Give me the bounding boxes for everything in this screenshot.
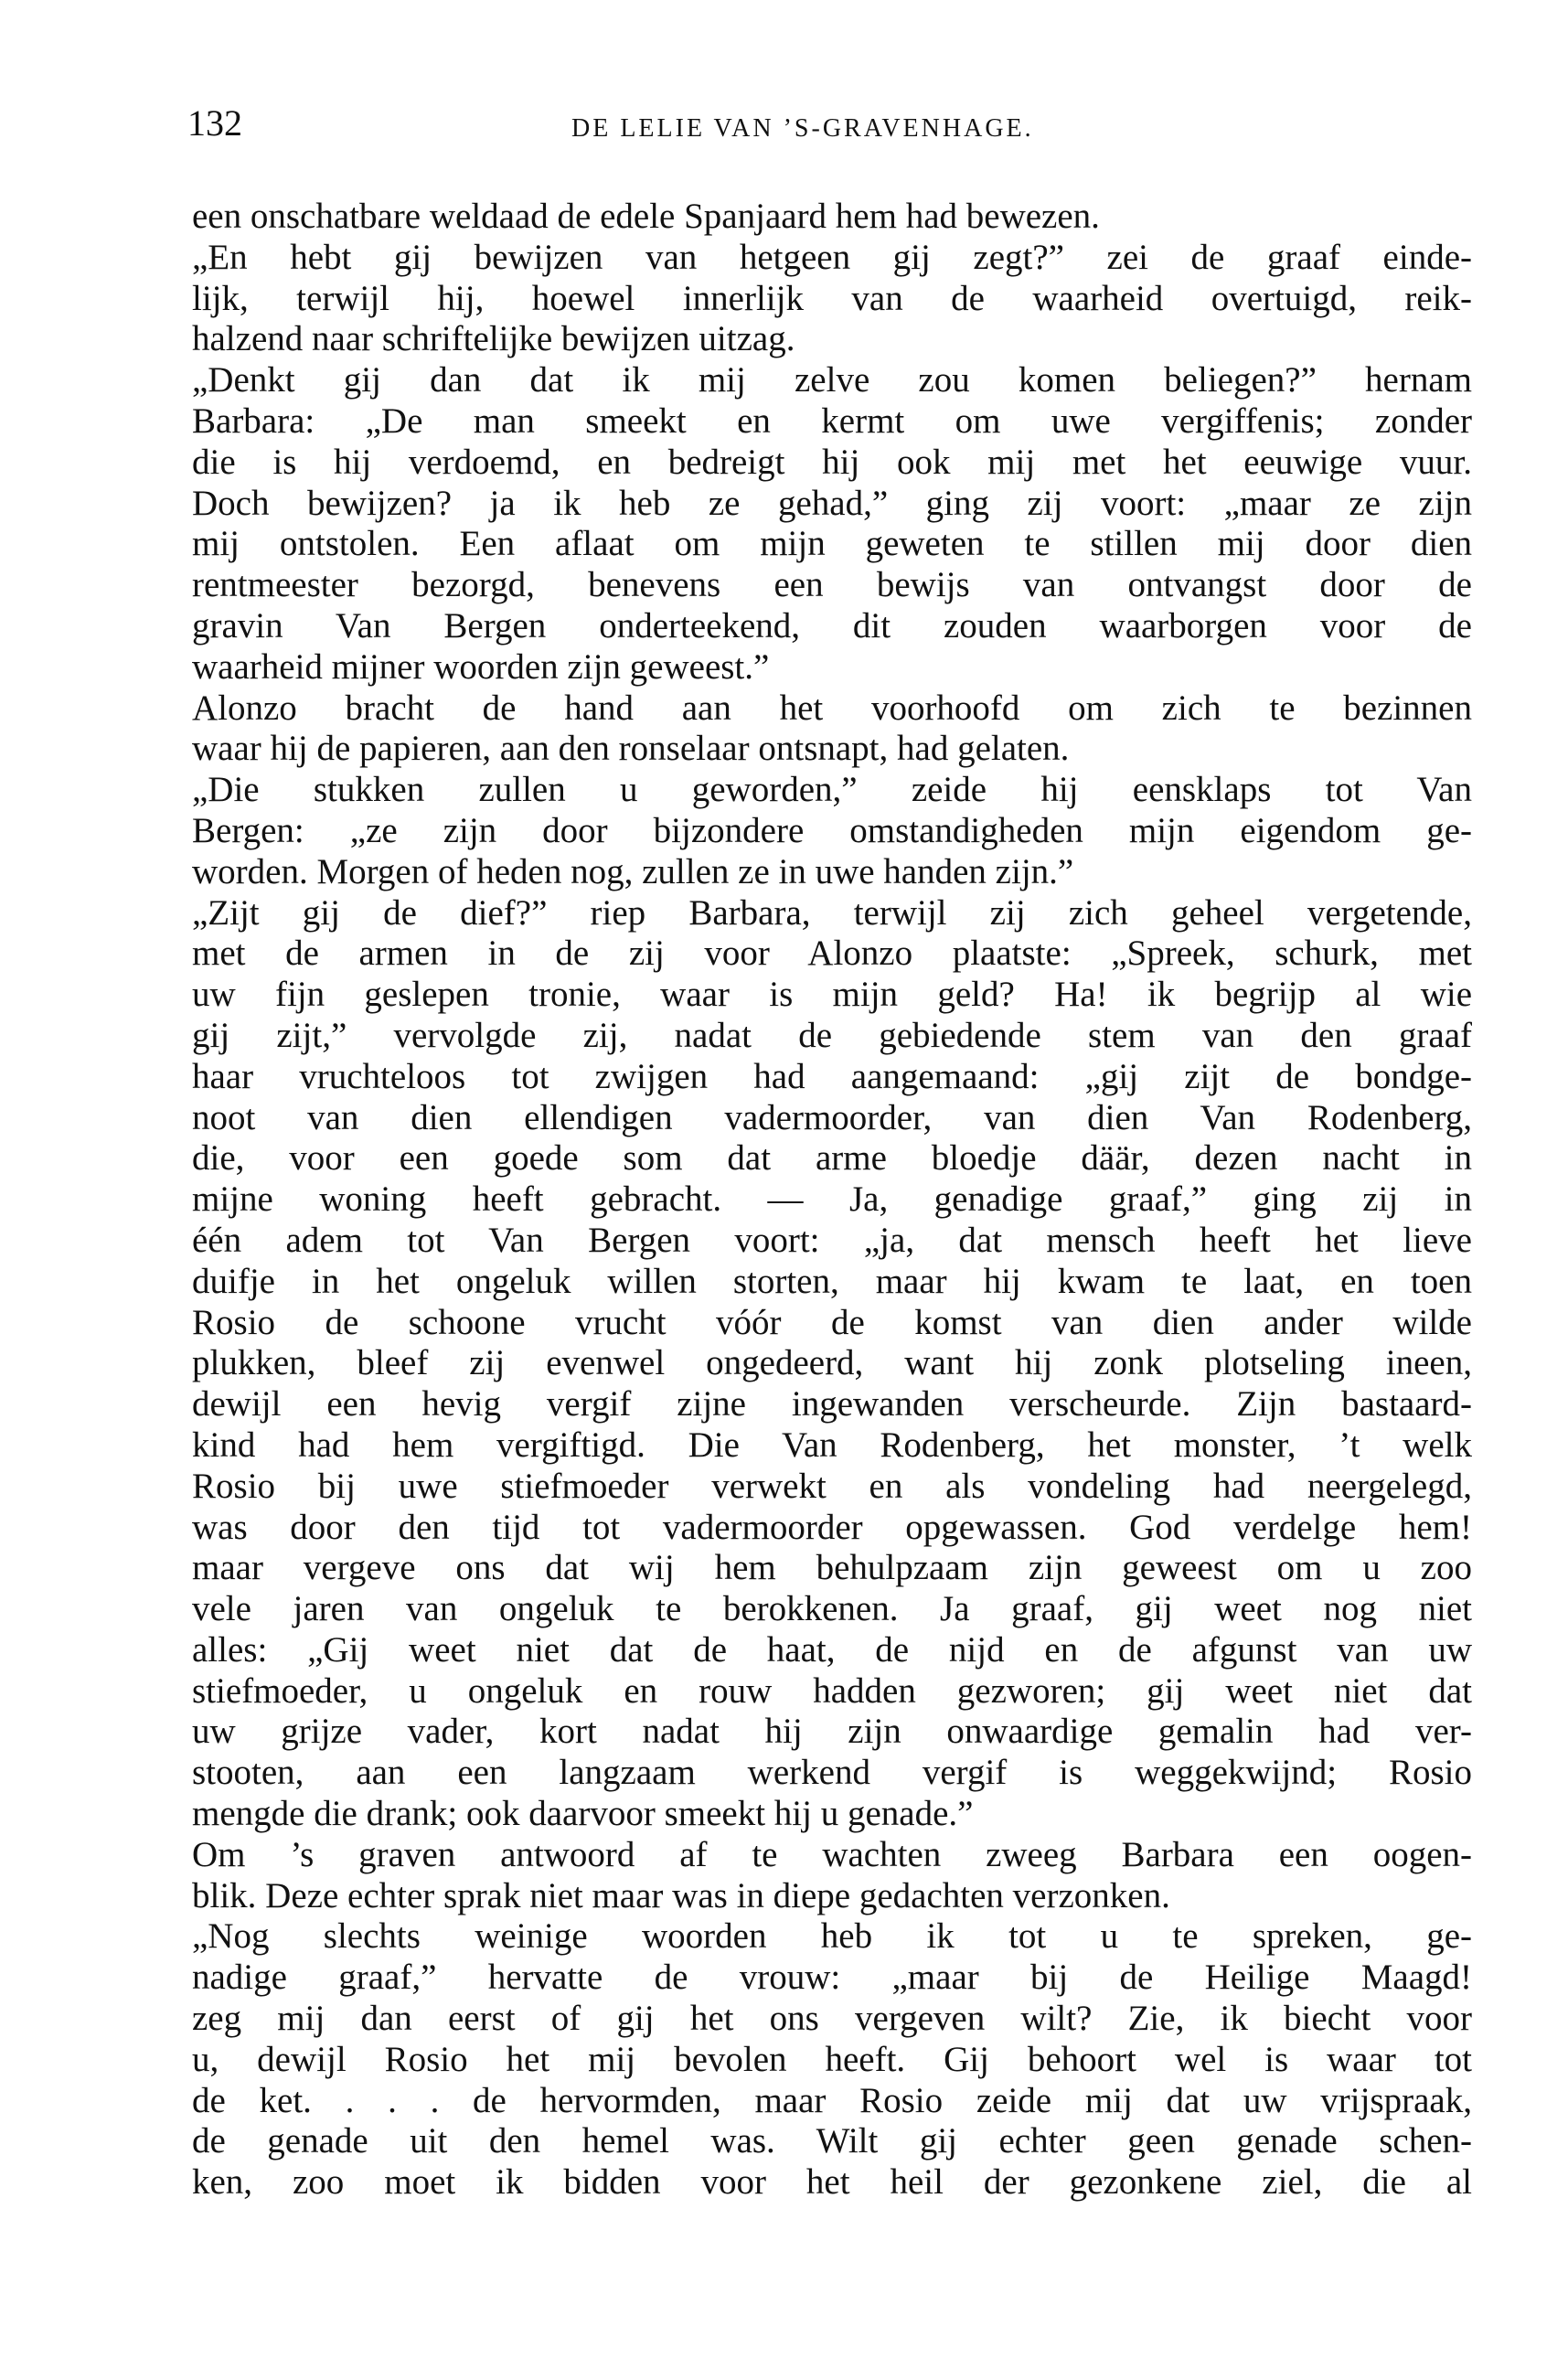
text-line: waar hij de papieren, aan den ronselaar ontsnapt, had gelaten. [192, 729, 1070, 769]
text-line: één adem tot Van Bergen voort: „ja, dat mensch heeft het lieve [192, 1220, 1472, 1260]
text-line: Doch bewijzen? ja ik heb ze gehad,” ging zij voort: „maar ze zijn [192, 483, 1472, 523]
text-line: vele jaren van ongeluk te berokkenen. Ja graaf, gij weet nog niet [192, 1589, 1472, 1629]
text-line: „En hebt gij bewijzen van hetgeen gij zegt?” zei de graaf einde- [192, 237, 1472, 277]
text-line: was door den tijd tot vadermoorder opgewassen. God verdelge hem! [192, 1507, 1472, 1547]
text-line: stooten, aan een langzaam werkend vergif is weggekwijnd; Rosio [192, 1753, 1472, 1793]
running-title: DE LELIE VAN ’S-GRAVENHAGE. [571, 114, 1034, 143]
text-line: waarheid mijner woorden zijn geweest.” [192, 646, 770, 687]
text-line: „Denkt gij dan dat ik mij zelve zou komen beliegen?” hernam [192, 360, 1472, 400]
text-line: Alonzo bracht de hand aan het voorhoofd om zich te bezinnen [192, 688, 1472, 728]
text-line: haar vruchteloos tot zwijgen had aangemaand: „gij zijt de bondge- [192, 1056, 1472, 1096]
text-line: halzend naar schriftelijke bewijzen uitzag. [192, 319, 795, 359]
text-line: zeg mij dan eerst of gij het ons vergeven wilt? Zie, ik biecht voor [192, 1999, 1472, 2039]
text-line: „Die stukken zullen u geworden,” zeide hij eensklaps tot Van [192, 770, 1472, 810]
text-line: Rosio de schoone vrucht vóór de komst van dien ander wilde [192, 1302, 1472, 1342]
text-line: mengde die drank; ook daarvoor smeekt hij u genade.” [192, 1794, 974, 1834]
text-line: blik. Deze echter sprak niet maar was in diepe gedachten verzonken. [192, 1875, 1170, 1915]
text-line: alles: „Gij weet niet dat de haat, de nijd en de afgunst van uw [192, 1629, 1472, 1670]
text-line: uw grijze vader, kort nadat hij zijn onwaardige gemalin had ver- [192, 1712, 1472, 1752]
text-line: gravin Van Bergen onderteekend, dit zouden waarborgen voor de [192, 605, 1472, 646]
text-line: Rosio bij uwe stiefmoeder verwekt en als vondeling had neergelegd, [192, 1466, 1472, 1506]
text-line: mijne woning heeft gebracht. — Ja, genadige graaf,” ging zij in [192, 1179, 1472, 1220]
text-line: worden. Morgen of heden nog, zullen ze in uwe handen zijn.” [192, 851, 1074, 891]
text-line: „Zijt gij de dief?” riep Barbara, terwijl zij zich geheel vergetende, [192, 892, 1472, 933]
text-line: de genade uit den hemel was. Wilt gij echter geen genade schen- [192, 2121, 1472, 2161]
text-line: lijk, terwijl hij, hoewel innerlijk van de waarheid overtuigd, reik- [192, 278, 1472, 318]
text-line: met de armen in de zij voor Alonzo plaatste: „Spreek, schurk, met [192, 934, 1472, 974]
page-number: 132 [187, 102, 242, 144]
text-line: dewijl een hevig vergif zijne ingewanden verscheurde. Zijn bastaard- [192, 1384, 1472, 1424]
text-line: ken, zoo moet ik bidden voor het heil der gezonkene ziel, die al [192, 2162, 1472, 2203]
text-line: die, voor een goede som dat arme bloedje däär, dezen nacht in [192, 1138, 1472, 1179]
text-line: „Nog slechts weinige woorden heb ik tot u te spreken, ge- [192, 1916, 1472, 1957]
text-line: mij ontstolen. Een aflaat om mijn geweten te stillen mij door dien [192, 524, 1472, 564]
text-line: noot van dien ellendigen vadermoorder, van dien Van Rodenberg, [192, 1097, 1472, 1137]
text-line: nadige graaf,” hervatte de vrouw: „maar bij de Heilige Maagd! [192, 1958, 1472, 1998]
text-line: plukken, bleef zij evenwel ongedeerd, want hij zonk plotseling ineen, [192, 1343, 1472, 1383]
text-line: kind had hem vergiftigd. Die Van Rodenberg, het monster, ’t welk [192, 1424, 1472, 1465]
text-line: een onschatbare weldaad de edele Spanjaard hem had bewezen. [192, 197, 1100, 236]
text-line: Om ’s graven antwoord af te wachten zweeg Barbara een oogen- [192, 1834, 1472, 1874]
text-line: u, dewijl Rosio het mij bevolen heeft. Gij behoort wel is waar tot [192, 2039, 1472, 2079]
text-line: de ket. . . . de hervormden, maar Rosio zeide mij dat uw vrijspraak, [192, 2080, 1472, 2120]
text-line: uw fijn geslepen tronie, waar is mijn geld? Ha! ik begrijp al wie [192, 975, 1472, 1015]
page-header [187, 96, 1467, 160]
text-line: Bergen: „ze zijn door bijzondere omstandigheden mijn eigendom ge- [192, 810, 1472, 850]
text-line: die is hij verdoemd, en bedreigt hij ook mij met het eeuwige vuur. [192, 442, 1472, 482]
text-line: duifje in het ongeluk willen storten, maar hij kwam te laat, en toen [192, 1261, 1472, 1301]
body-text [192, 197, 1472, 2203]
text-line: stiefmoeder, u ongeluk en rouw hadden gezworen; gij weet niet dat [192, 1670, 1472, 1711]
text-line: gij zijt,” vervolgde zij, nadat de gebiedende stem van den graaf [192, 1015, 1472, 1055]
text-line: Barbara: „De man smeekt en kermt om uwe vergiffenis; zonder [192, 400, 1472, 441]
text-line: maar vergeve ons dat wij hem behulpzaam zijn geweest om u zoo [192, 1548, 1472, 1588]
text-line: rentmeester bezorgd, benevens een bewijs van ontvangst door de [192, 565, 1472, 605]
